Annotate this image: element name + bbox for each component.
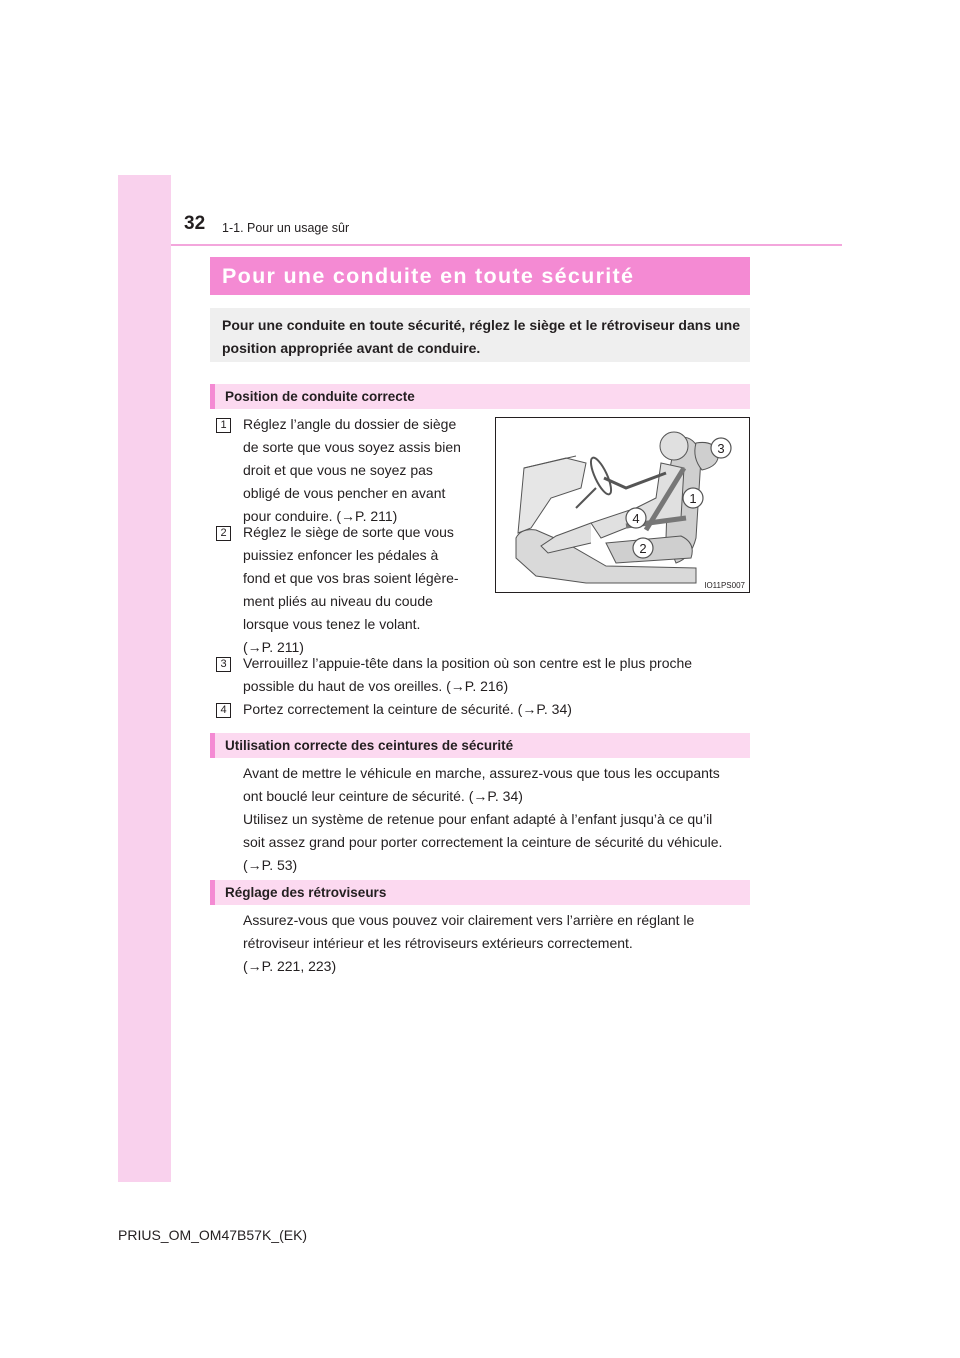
belts-text <box>243 762 745 877</box>
item-2-line: puissiez enfoncer les pédales à <box>243 547 439 563</box>
item-1-line: droit et que vous ne soyez pas <box>243 462 433 478</box>
item-3-text <box>243 652 745 698</box>
driver-seat-diagram <box>496 418 749 592</box>
item-2-line: lorsque vous tenez le volant. <box>243 616 421 632</box>
callout-4-label: 4 <box>632 511 640 526</box>
belts-line: soit assez grand pour porter correctement la ceinture de sécurité du véhicule. <box>243 834 723 850</box>
item-1-line: de sorte que vous soyez assis bien <box>243 439 461 455</box>
mirrors-line: Assurez-vous que vous pouvez voir clairement vers l’arrière en réglant le <box>243 912 695 928</box>
belts-line: ont bouclé leur ceinture de sécurité. (→P. 34) <box>243 788 523 804</box>
item-4-text <box>243 698 745 721</box>
belts-line: Avant de mettre le véhicule en marche, assurez-vous que tous les occupants <box>243 765 720 781</box>
item-2-line: fond et que vos bras soient légère- <box>243 570 459 586</box>
item-1-line: obligé de vous pencher en avant <box>243 485 446 501</box>
item-1-text <box>243 413 478 528</box>
item-number-2: 2 <box>216 526 231 541</box>
page-title: Pour une conduite en toute sécurité <box>210 257 750 295</box>
intro-box: Pour une conduite en toute sécurité, réglez le siège et le rétroviseur dans une position appropriée avant de conduire. <box>210 308 750 362</box>
figure-code: IO11PS007 <box>704 581 745 590</box>
callout-3-label: 3 <box>717 441 725 456</box>
page-number: 32 <box>184 213 206 234</box>
item-1-line: pour conduire. (→P. 211) <box>243 508 398 524</box>
item-2-text <box>243 521 478 659</box>
item-number-1: 1 <box>216 418 231 433</box>
item-number-3: 3 <box>216 657 231 672</box>
item-3-line: Verrouillez l’appuie-tête dans la position où son centre est le plus proche <box>243 655 693 671</box>
breadcrumb: 1-1. Pour un usage sûr <box>222 221 350 235</box>
callout-2-label: 2 <box>639 541 647 556</box>
item-2-line: (→P. 211) <box>243 639 304 655</box>
item-4-line: Portez correctement la ceinture de sécurité. (→P. 34) <box>243 701 572 717</box>
mirrors-line: rétroviseur intérieur et les rétroviseurs extérieurs correctement. <box>243 935 633 951</box>
item-number-4: 4 <box>216 703 231 718</box>
belts-line: (→P. 53) <box>243 857 298 873</box>
item-1-line: Réglez l’angle du dossier de siège <box>243 416 457 432</box>
side-tab <box>118 175 171 1182</box>
seating-position-illustration <box>495 417 750 593</box>
item-2-line: ment pliés au niveau du coude <box>243 593 433 609</box>
mirrors-text <box>243 909 745 978</box>
section-heading-position: Position de conduite correcte <box>210 384 750 409</box>
section-heading-mirrors: Réglage des rétroviseurs <box>210 880 750 905</box>
belts-line: Utilisez un système de retenue pour enfant adapté à l’enfant jusqu’à ce qu’il <box>243 811 713 827</box>
section-heading-belts: Utilisation correcte des ceintures de sécurité <box>210 733 750 758</box>
item-3-line: possible du haut de vos oreilles. (→P. 216) <box>243 678 509 694</box>
header-rule <box>171 244 842 246</box>
document-code-footer: PRIUS_OM_OM47B57K_(EK) <box>118 1227 308 1243</box>
callout-1-label: 1 <box>689 491 697 506</box>
mirrors-line: (→P. 221, 223) <box>243 958 337 974</box>
item-2-line: Réglez le siège de sorte que vous <box>243 524 454 540</box>
